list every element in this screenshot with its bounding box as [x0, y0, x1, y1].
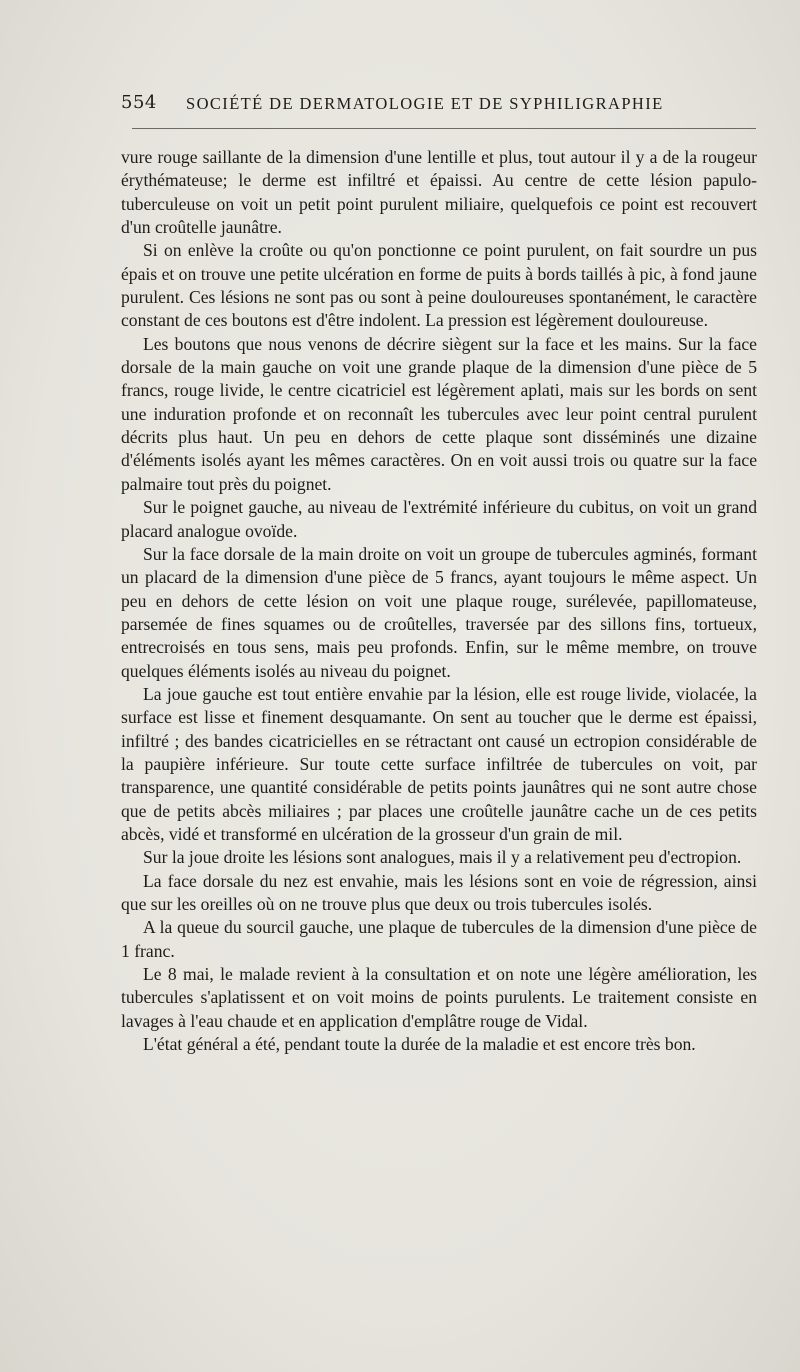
body-text	[121, 146, 757, 1056]
running-title: SOCIÉTÉ DE DERMATOLOGIE ET DE SYPHILIGRAPHIE	[186, 94, 664, 113]
paragraph-10: Le 8 mai, le malade revient à la consultation et on note une légère amélioration, les tubercules s'aplatissent et on voit moins de points purulents. Le traitement consiste en lavages à l'eau chaude et en application d'emplâtre rouge de Vidal.	[121, 964, 757, 1031]
paragraph-3: Les boutons que nous venons de décrire siègent sur la face et les mains. Sur la face dorsale de la main gauche on voit une grande plaque de la dimension d'une pièce de 5 francs, rouge livide, le centre cicatriciel est légèrement aplati, mais sur les bords on sent une induration profonde et on reconnaît les tubercules avec leur point central purulent décrits plus haut. Un peu en dehors de cette plaque sont disséminés une dizaine d'éléments isolés ayant les mêmes caractères. On en voit aussi trois ou quatre sur la face palmaire tout près du poignet.	[121, 333, 757, 494]
paragraph-5: Sur la face dorsale de la main droite on voit un groupe de tubercules agminés, formant un placard de la dimension d'une pièce de 5 francs, ayant toujours le même aspect. Un peu en dehors de cette lésion on voit une plaque rouge, surélevée, papillomateuse, parsemée de fines squames ou de croûtelles, traversée par des sillons fins, tortueux, entrecroisés en tous sens, mais peu profonds. Enfin, sur le même membre, on trouve quelques éléments isolés au niveau du poignet.	[121, 543, 757, 681]
header-rule	[132, 128, 756, 129]
paragraph-7: Sur la joue droite les lésions sont analogues, mais il y a relativement peu d'ectropion.	[143, 847, 742, 868]
paragraph-6: La joue gauche est tout entière envahie par la lésion, elle est rouge livide, violacée, la surface est lisse et finement desquamante. On sent au toucher que le derme est épaissi, infiltré ; des bandes cicatricielles en se rétractant ont causé un ectropion considérable de la paupière inférieure. Sur toute cette surface infiltrée de tubercules on voit, par transparence, une quantité considérable de petits points jaunâtres qui ne sont autre chose que de petits abcès miliaires ; par places une croûtelle jaunâtre cache un de ces petits abcès, vidé et transformé en ulcération de la grosseur d'un grain de mil.	[121, 683, 757, 844]
page-number: 554	[121, 92, 157, 113]
paragraph-11: L'état général a été, pendant toute la durée de la maladie et est encore très bon.	[143, 1034, 696, 1055]
paragraph-1: vure rouge saillante de la dimension d'une lentille et plus, tout autour il y a de la rougeur érythémateuse; le derme est infiltré et épaissi. Au centre de cette lésion papulo-tuberculeuse on voit un petit point purulent miliaire, quelquefois ce point est recouvert d'un croûtelle jaunâtre.	[121, 147, 757, 238]
paragraph-2: Si on enlève la croûte ou qu'on ponctionne ce point purulent, on fait sourdre un pus épais et on trouve une petite ulcération en forme de puits à bords taillés à pic, à fond jaune purulent. Ces lésions ne sont pas ou sont à peine douloureuses spontanément, le caractère constant de ces boutons est d'être indolent. La pression est légèrement douloureuse.	[121, 240, 757, 331]
paragraph-4: Sur le poignet gauche, au niveau de l'extrémité inférieure du cubitus, on voit un grand placard analogue ovoïde.	[121, 497, 757, 541]
page-header	[121, 92, 757, 118]
paragraph-8: La face dorsale du nez est envahie, mais les lésions sont en voie de régression, ainsi que sur les oreilles où on ne trouve plus que deux ou trois tubercules isolés.	[121, 870, 757, 914]
paragraph-9: A la queue du sourcil gauche, une plaque de tubercules de la dimension d'une pièce de 1 franc.	[121, 917, 757, 961]
